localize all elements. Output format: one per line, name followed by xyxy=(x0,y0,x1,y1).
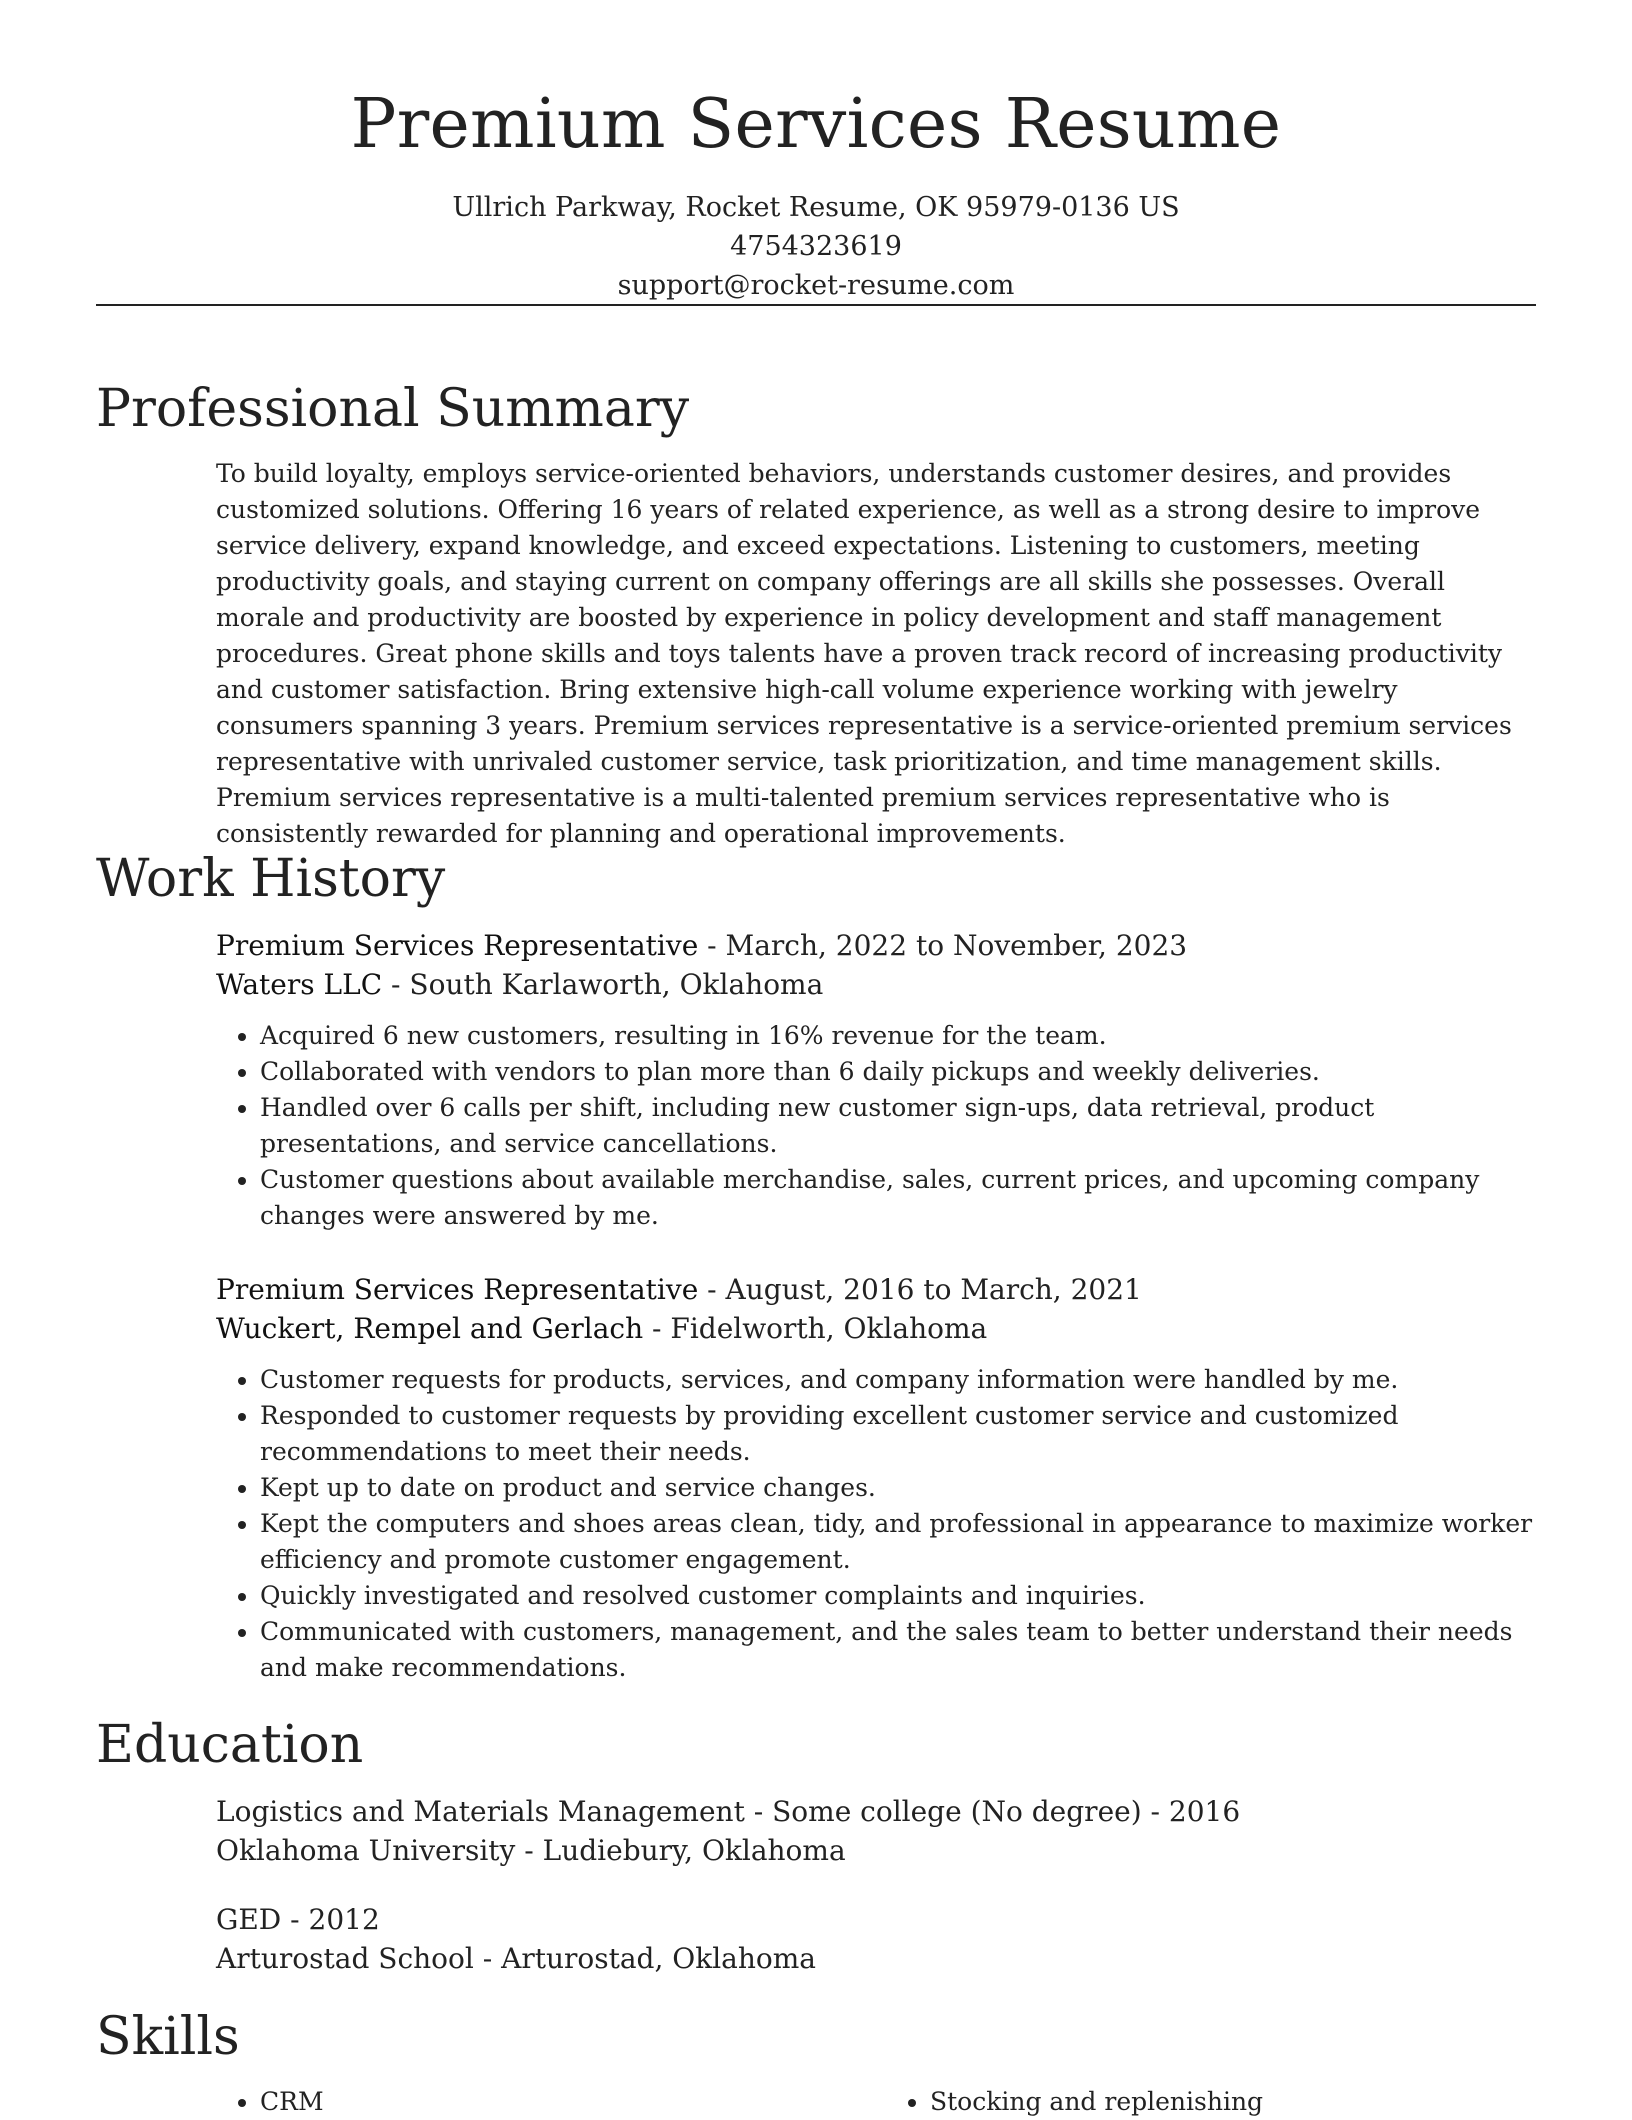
job-dates: - March, 2022 to November, 2023 xyxy=(698,929,1188,963)
job-location: - Fidelworth, Oklahoma xyxy=(643,1312,988,1346)
job-title-line xyxy=(216,926,1536,965)
resume-title: Premium Services Resume xyxy=(350,85,1282,164)
skills-grid xyxy=(216,2084,1536,2120)
header-divider xyxy=(96,304,1536,306)
work-history-section xyxy=(96,848,1536,1722)
education-degree: Logistics and Materials Management - Some college (No degree) - 2016 xyxy=(216,1795,1241,1829)
skills-column-left xyxy=(216,2084,866,2120)
job-bullet: • Kept the computers and shoes areas clean, tidy, and professional in appearance to maximize worker efficiency and promote customer engagement. xyxy=(260,1506,1536,1578)
job-role: Premium Services Representative xyxy=(216,929,699,963)
section-title-education: Education xyxy=(96,1715,364,1775)
job-bullets xyxy=(216,1362,1536,1686)
section-title-summary: Professional Summary xyxy=(96,379,690,439)
job-company: Waters LLC xyxy=(216,968,383,1002)
job-entry xyxy=(216,926,1536,1234)
contact-email: support@rocket-resume.com xyxy=(617,269,1015,301)
job-bullet: • Kept up to date on product and service changes. xyxy=(260,1470,1536,1506)
resume-page xyxy=(96,0,1536,2117)
skills-column-right xyxy=(886,2084,1536,2120)
job-entry xyxy=(216,1270,1536,1686)
job-bullet: • Acquired 6 new customers, resulting in 16% revenue for the team. xyxy=(260,1018,1536,1054)
education-entry xyxy=(216,1900,1536,1978)
job-role: Premium Services Representative xyxy=(216,1273,699,1307)
job-bullet: • Communicated with customers, management, and the sales team to better understand their needs and make recommendations. xyxy=(260,1614,1536,1686)
job-title-line xyxy=(216,1270,1536,1309)
job-company-line xyxy=(216,965,1536,1004)
skills-section xyxy=(96,2006,1536,2120)
job-bullets xyxy=(216,1018,1536,1234)
job-location: - South Karlaworth, Oklahoma xyxy=(382,968,824,1002)
job-dates: - August, 2016 to March, 2021 xyxy=(698,1273,1142,1307)
education-degree: GED - 2012 xyxy=(216,1903,380,1937)
contact-address: Ullrich Parkway, Rocket Resume, OK 95979-0136 US xyxy=(452,191,1180,223)
education-section xyxy=(96,1714,1536,2008)
skill-item: • CRM xyxy=(260,2084,866,2120)
job-bullet: • Handled over 6 calls per shift, including new customer sign-ups, data retrieval, product presentations, and service cancellations. xyxy=(260,1090,1536,1162)
resume-header xyxy=(96,0,1536,305)
contact-phone: 4754323619 xyxy=(730,230,902,262)
professional-summary-section xyxy=(96,378,1536,874)
job-company-line xyxy=(216,1309,1536,1348)
skill-item: • Stocking and replenishing xyxy=(930,2084,1536,2120)
job-bullet: • Collaborated with vendors to plan more than 6 daily pickups and weekly deliveries. xyxy=(260,1054,1536,1090)
job-bullet: • Responded to customer requests by providing excellent customer service and customized recommendations to meet their needs. xyxy=(260,1398,1536,1470)
education-entry xyxy=(216,1792,1536,1870)
section-title-work: Work History xyxy=(96,849,446,909)
job-bullet: • Quickly investigated and resolved customer complaints and inquiries. xyxy=(260,1578,1536,1614)
education-school: Oklahoma University - Ludiebury, Oklahoma xyxy=(216,1834,846,1868)
job-company: Wuckert, Rempel and Gerlach xyxy=(216,1312,644,1346)
section-title-skills: Skills xyxy=(96,2007,240,2067)
education-school: Arturostad School - Arturostad, Oklahoma xyxy=(216,1942,816,1976)
job-bullet: • Customer requests for products, services, and company information were handled by me. xyxy=(260,1362,1536,1398)
job-bullet: • Customer questions about available merchandise, sales, current prices, and upcoming company changes were answered by me. xyxy=(260,1162,1536,1234)
summary-text: To build loyalty, employs service-oriented behaviors, understands customer desires, and provides customized solutions. Offering 16 years of related experience, as well as a strong desire to improve service delivery, expand knowledge, and exceed expectations. Listening to customers, meeting productivity goals, and staying current on company offerings are all skills she possesses. Overall morale and productivity are boosted by experience in policy development and staff management procedures. Great phone skills and toys talents have a proven track record of increasing productivity and customer satisfaction. Bring extensive high-call volume experience working with jewelry consumers spanning 3 years. Premium services representative is a service-oriented premium services representative with unrivaled customer service, task prioritization, and time management skills. Premium services representative is a multi-talented premium services representative who is consistently rewarded for planning and operational improvements. xyxy=(216,459,1512,849)
